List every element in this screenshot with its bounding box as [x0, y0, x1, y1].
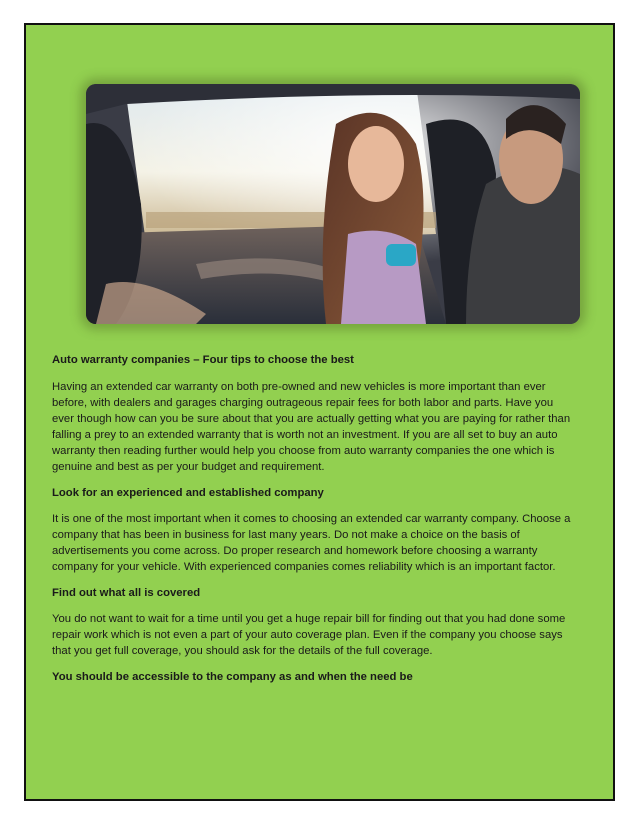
photo-illustration: [86, 84, 580, 324]
intro-paragraph: Having an extended car warranty on both pre-owned and new vehicles is more important than ever before, with dealers and garages charging outrageous repair fees for both labor and parts. Have you ever though how can you be sure about that you are actually getting what you are paying for rather than falling a prey to an extended warranty that is worth not an investment. If you are all set to buy an auto warranty then reading further would help you choose from auto warranty companies the one which is genuine and best as per your budget and requirement.: [52, 381, 571, 473]
section-paragraph: You do not want to wait for a time until you get a huge repair bill for finding out that you had done some repair work which is not even a part of your auto coverage plan. Even if the company you choose says that you get full coverage, you should ask for the details of the full coverage.: [52, 613, 566, 657]
car-interior-photo: [86, 84, 580, 324]
section-paragraph: It is one of the most important when it comes to choosing an extended car warranty company. Choose a company that has been in business for last many years. Do not make a choice on the basis of advertisements you come across. Do proper research and homework before choosing a warranty company for your vehicle. With experienced companies comes reliability which is an important factor.: [52, 513, 571, 573]
section-heading: Find out what all is covered: [52, 587, 201, 599]
section-heading: Look for an experienced and established company: [52, 487, 324, 499]
article: [52, 352, 572, 685]
section-heading: You should be accessible to the company as and when the need be: [52, 671, 413, 683]
article-title: Auto warranty companies – Four tips to choose the best: [52, 354, 354, 366]
